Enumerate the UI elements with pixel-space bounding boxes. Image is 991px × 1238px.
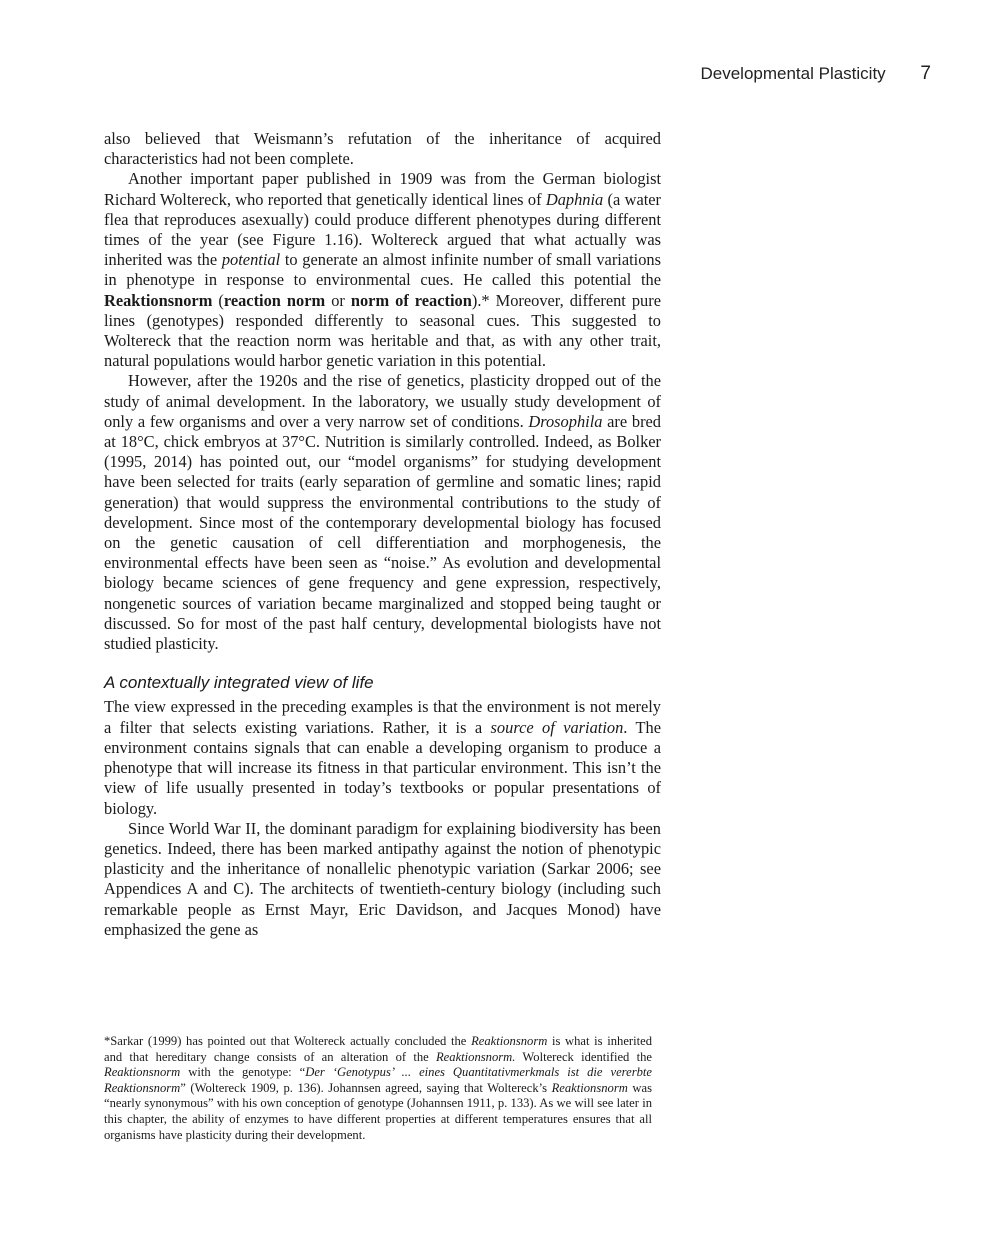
italic-drosophila: Drosophila [528,411,603,431]
running-head [700,63,931,85]
paragraph-5 [104,819,661,940]
paragraph-2: Another important paper published in 1909 was from the German biologist Richard Woltereck, who reported that genetically identical lines of Daphnia (a water flea that reproduces asexually) could produce different phenotypes during different times of the year (see Figure 1.16). Woltereck argued that what actually was inherited was the potential to generate an almost infinite number of small variations in phenotype in response to environmental cues. He called this potential the Reaktionsnorm (reaction norm or norm of reaction).* Moreover, different pure lines (genotypes) responded differently to seasonal cues. This suggested to Woltereck that the reaction norm was heritable and that, as with any other trait, natural populations would harbor genetic variation in this potential. [104,169,662,371]
german-quote: Der ‘Genotypus’ ... eines Quantitativmerkmals ist die vererbte Reaktionsnorm [104,1065,652,1095]
bold-term-norm-of-reaction: norm of reaction [350,290,472,310]
footnote: *Sarkar (1999) has pointed out that Woltereck actually concluded the Reaktionsnorm is what is inherited and that hereditary change consists of an alteration of the Reaktionsnorm. Woltereck identified the Reaktionsnorm with the genotype: “Der ‘Genotypus’ ... eines Quantitativmerkmals ist die vererbte Reaktionsnorm” (Woltereck 1909, p. 136). Johannsen agreed, saying that Woltereck’s Reaktionsnorm was “nearly synonymous” with his own conception of genotype (Johannsen 1911, p. 133). As we will see later in this chapter, the ability of enzymes to have different properties at different temperatures ensures that all organisms have plasticity during their development. [104,1034,652,1142]
running-head-title: Developmental Plasticity [700,64,886,83]
paragraph-4: The view expressed in the preceding examples is that the environment is not merely a filter that selects existing variations. Rather, it is a source of variation. The environment contains signals that can enable a developing organism to produce a phenotype that will increase its fitness in that particular environment. This isn’t the view of life usually presented in today’s textbooks or popular presentations of biology. [104,697,661,818]
italic-daphnia: Daphnia [545,189,604,209]
page-number: 7 [920,63,931,84]
paragraph-1-text: also believed that Weismann’s refutation of the inheritance of acquired characteristics had not been complete. [104,129,661,169]
bold-term-reaktionsnorm: Reaktionsnorm [104,290,213,310]
paragraph-1 [104,129,661,169]
paragraph-3: However, after the 1920s and the rise of genetics, plasticity dropped out of the study of animal development. In the laboratory, we usually study development of only a few organisms and over a very narrow set of conditions. Drosophila are bred at 18°C, chick embryos at 37°C. Nutrition is similarly controlled. Indeed, as Bolker (1995, 2014) has pointed out, our “model organisms” for studying development have been selected for traits (early separation of germline and somatic lines; rapid generation) that would suppress the environmental contributions to the study of development. Since most of the contemporary developmental biology has focused on the genetic causation of cell differentiation and morphogenesis, the environmental effects have been seen as “noise.” As evolution and developmental biology became sciences of gene frequency and gene expression, respectively, nongenetic sources of variation became marginalized and stopped being taught or discussed. So for most of the past half century, developmental biologists have not studied plasticity. [104,371,661,654]
italic-potential: potential [221,250,281,270]
body-text [104,129,661,940]
paragraph-5-text: Since World War II, the dominant paradigm for explaining biodiversity has been genetics. Indeed, there has been marked antipathy against the notion of phenotypic plasticity and the inheritance of nonallelic phenotypic variation (Sarkar 2006; see Appendices A and C). The architects of twentieth-century biology (including such remarkable people as Ernst Mayr, Eric Davidson, and Jacques Monod) have emphasized the gene as [104,818,661,939]
bold-term-reaction-norm: reaction norm [223,290,326,310]
italic-source-of-variation: source of variation [490,717,624,737]
section-heading: A contextually integrated view of life [104,673,374,693]
